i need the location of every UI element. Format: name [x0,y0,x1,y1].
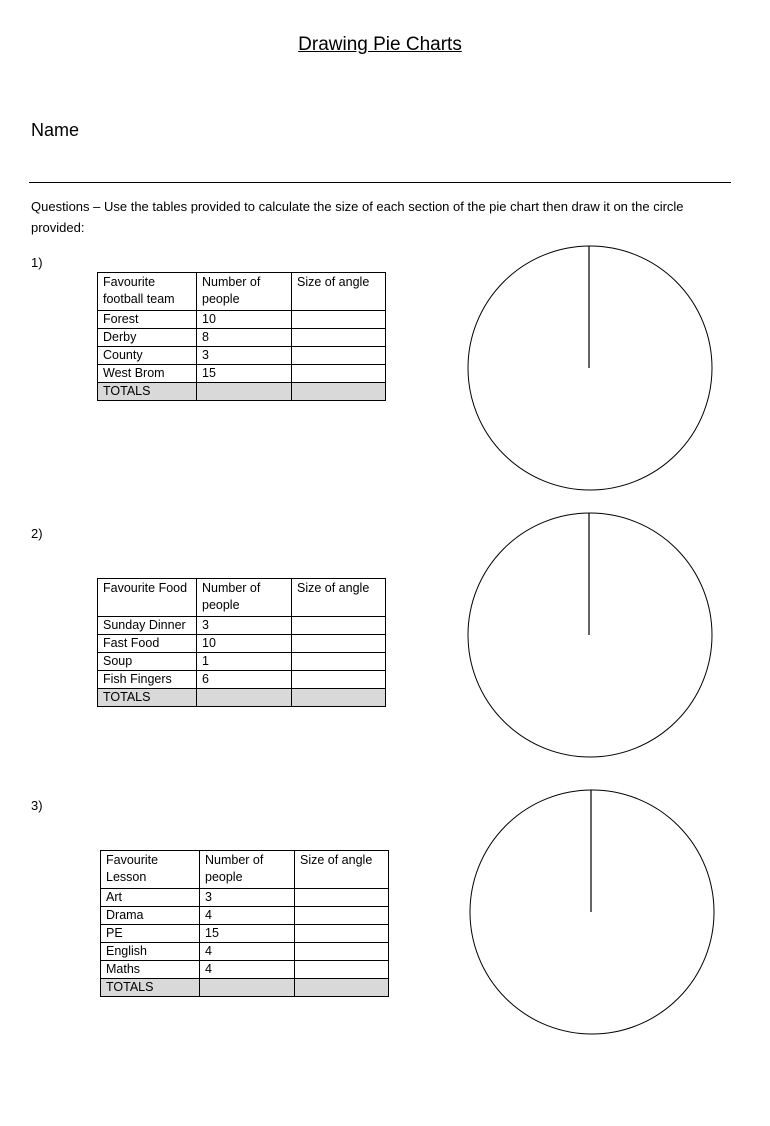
pie-outline [468,246,712,490]
totals-angle-cell[interactable] [292,383,386,401]
totals-row [98,383,386,401]
row-value: 10 [197,635,292,653]
name-label: Name [31,120,80,140]
question-2-table [97,578,386,707]
row-label: PE [101,925,200,943]
angle-cell[interactable] [295,889,389,907]
header-category: Favourite Lesson [101,851,200,889]
header-angle: Size of angle [292,273,386,311]
row-value: 1 [197,653,292,671]
pie-circle-2[interactable] [466,511,714,759]
totals-row [98,689,386,707]
angle-cell[interactable] [295,907,389,925]
row-label: English [101,943,200,961]
pie-circle-3[interactable] [468,788,716,1036]
table-row [98,311,386,329]
totals-label: TOTALS [98,383,197,401]
row-label: County [98,347,197,365]
page-title: Drawing Pie Charts [298,34,462,55]
row-label: West Brom [98,365,197,383]
question-3-table [100,850,389,997]
row-label: Art [101,889,200,907]
table-row [101,889,389,907]
totals-row [101,979,389,997]
question-1-table [97,272,386,401]
angle-cell[interactable] [292,635,386,653]
row-value: 10 [197,311,292,329]
angle-cell[interactable] [295,961,389,979]
instructions-text: Questions – Use the tables provided to calculate the size of each section of the pie chart then draw it on the circle provided: [31,199,684,235]
angle-cell[interactable] [292,347,386,365]
row-label: Derby [98,329,197,347]
header-category: Favourite football team [98,273,197,311]
row-label: Forest [98,311,197,329]
header-count: Number of people [200,851,295,889]
row-value: 3 [197,347,292,365]
header-angle: Size of angle [292,579,386,617]
pie-outline [470,790,714,1034]
row-value: 15 [197,365,292,383]
row-label: Drama [101,907,200,925]
row-value: 4 [200,943,295,961]
header-count: Number of people [197,579,292,617]
question-number: 1) [31,255,43,270]
table-row [98,653,386,671]
header-category: Favourite Food [98,579,197,617]
table-row [101,925,389,943]
table-row [101,943,389,961]
table-row [98,347,386,365]
row-label: Maths [101,961,200,979]
table-row [101,961,389,979]
row-label: Sunday Dinner [98,617,197,635]
row-value: 3 [200,889,295,907]
table-row [98,671,386,689]
angle-cell[interactable] [292,311,386,329]
name-line [29,182,731,183]
row-value: 8 [197,329,292,347]
angle-cell[interactable] [292,329,386,347]
row-label: Soup [98,653,197,671]
table-row [98,635,386,653]
row-label: Fast Food [98,635,197,653]
table-row [98,617,386,635]
row-value: 4 [200,907,295,925]
totals-label: TOTALS [101,979,200,997]
row-label: Fish Fingers [98,671,197,689]
row-value: 6 [197,671,292,689]
angle-cell[interactable] [292,671,386,689]
totals-label: TOTALS [98,689,197,707]
totals-count-cell[interactable] [197,383,292,401]
row-value: 15 [200,925,295,943]
angle-cell[interactable] [295,943,389,961]
question-number: 3) [31,798,43,813]
table-row [98,365,386,383]
pie-outline [468,513,712,757]
angle-cell[interactable] [292,653,386,671]
angle-cell[interactable] [292,617,386,635]
row-value: 3 [197,617,292,635]
table-row [101,907,389,925]
row-value: 4 [200,961,295,979]
angle-cell[interactable] [295,925,389,943]
totals-angle-cell[interactable] [295,979,389,997]
header-count: Number of people [197,273,292,311]
angle-cell[interactable] [292,365,386,383]
totals-angle-cell[interactable] [292,689,386,707]
table-row [98,329,386,347]
pie-circle-1[interactable] [466,244,714,492]
question-number: 2) [31,526,43,541]
header-angle: Size of angle [295,851,389,889]
totals-count-cell[interactable] [197,689,292,707]
totals-count-cell[interactable] [200,979,295,997]
